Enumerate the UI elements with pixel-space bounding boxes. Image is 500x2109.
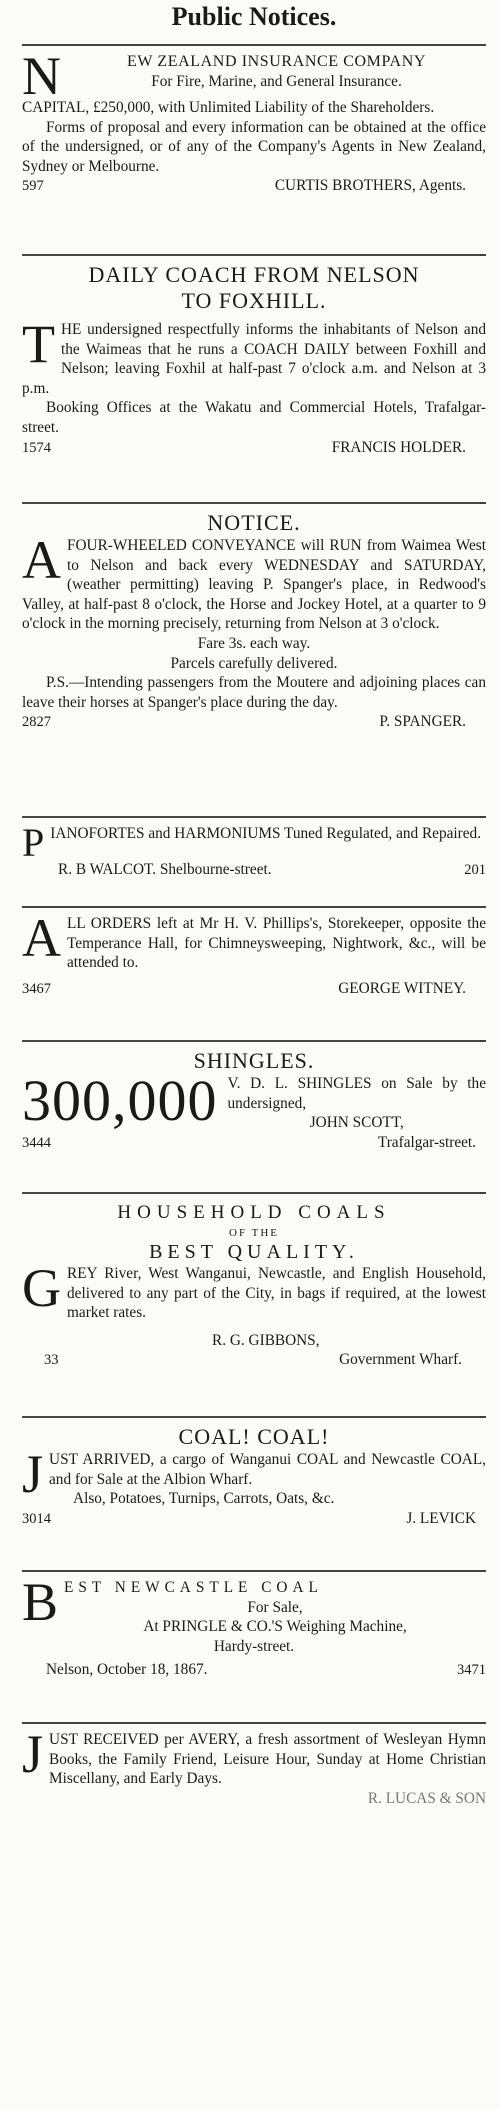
- ad-name: R. G. GIBBONS,: [212, 1331, 320, 1349]
- ad-place: Government Wharf.: [339, 1351, 462, 1369]
- dropcap: J: [22, 1724, 44, 1784]
- dropcap: J: [22, 1444, 44, 1504]
- ad-parcels: Parcels carefully delivered.: [170, 654, 338, 672]
- ad-title: TO FOXHILL.: [181, 288, 327, 313]
- ad-body: HE undersigned respectfully informs the inhabitants of Nelson and the Waimeas that he runs a COACH DAILY between Foxhill and Nelson; leaving Foxhil at half-past 7 o'clock a.m. and Nelson at 3 p.m.: [22, 321, 486, 397]
- dropcap: P: [22, 820, 45, 865]
- ad-title: SHINGLES.: [193, 1048, 315, 1073]
- ad-number: 2827: [22, 714, 51, 731]
- ad-avery-books: [22, 1724, 486, 1856]
- ad-line: For Sale,: [247, 1598, 303, 1616]
- ad-footer: [22, 1660, 486, 1681]
- ad-street: Trafalgar-street.: [377, 1133, 476, 1151]
- ad-footer: [22, 1509, 486, 1530]
- ad-signature: R. LUCAS & SON: [367, 1789, 486, 1807]
- ad-title: HOUSEHOLD COALS: [117, 1202, 391, 1223]
- ad-number: 33: [44, 1352, 59, 1369]
- dropcap: A: [22, 530, 61, 590]
- dropcap: A: [22, 908, 61, 968]
- ad-number: 597: [22, 178, 44, 195]
- ad-subtitle: OF THE: [229, 1227, 279, 1239]
- ad-body: IANOFORTES and HARMONIUMS Tuned Regulated, and Repaired.: [50, 825, 482, 842]
- ad-chimneysweeping: [22, 908, 486, 1040]
- ad-coal-coal: [22, 1418, 486, 1570]
- big-number: 300,000: [22, 1068, 218, 1133]
- dropcap: B: [22, 1572, 59, 1632]
- ad-line: Hardy-street.: [213, 1637, 295, 1655]
- ad-pianofortes: [22, 818, 486, 906]
- ad-fare: Fare 3s. each way.: [197, 634, 311, 652]
- ad-body: Booking Offices at the Wakatu and Commercial Hotels, Trafalgar-street.: [22, 399, 486, 436]
- ad-footer: [22, 176, 486, 197]
- ad-signature: FRANCIS HOLDER.: [331, 438, 466, 456]
- page-title: Public Notices.: [171, 2, 337, 31]
- ad-body: FOUR-WHEELED CONVEYANCE will RUN from Waimea West to Nelson and back every WEDNESDAY and SATURDAY, (weather permitting) leaving P. Spanger's place, in Redwood's Valley, at half-past 8 o'clock, the Horse and Jockey Hotel, at a quarter to 9 o'clock in the morning precisely, returning from Nelson at 3 o'clock.: [22, 537, 486, 633]
- ad-line: At PRINGLE & CO.'S Weighing Machine,: [143, 1618, 407, 1636]
- ad-signature: CURTIS BROTHERS, Agents.: [274, 177, 466, 195]
- ad-body: UST ARRIVED, a cargo of Wanganui COAL and Newcastle COAL, and for Sale at the Albion Wharf.: [49, 1451, 486, 1488]
- ad-number: 3014: [22, 1510, 51, 1527]
- ad-title: BEST QUALITY.: [149, 1241, 359, 1263]
- ad-signature: P. SPANGER.: [379, 713, 466, 731]
- dropcap: N: [22, 46, 61, 106]
- ad-body: UST RECEIVED per AVERY, a fresh assortment of Wesleyan Hymn Books, the Family Friend, Leisure Hour, Sunday at Home Christian Miscellany, and Early Days.: [49, 1731, 486, 1788]
- ad-name: JOHN SCOTT,: [309, 1114, 404, 1132]
- ad-notice: [22, 504, 486, 816]
- ad-footer: [22, 860, 486, 881]
- ad-capital: CAPITAL, £250,000, with Unlimited Liability of the Shareholders.: [22, 99, 435, 116]
- ad-number: 201: [464, 862, 486, 878]
- ad-number: 3444: [22, 1134, 51, 1151]
- ad-also: Also, Potatoes, Turnips, Carrots, Oats, &c.: [73, 1490, 335, 1508]
- dropcap: T: [22, 314, 55, 374]
- dropcap: G: [22, 1258, 61, 1318]
- ad-signature: GEORGE WITNEY.: [338, 979, 466, 997]
- ad-nz-insurance: [22, 46, 486, 254]
- ad-footer: [22, 1133, 486, 1154]
- ad-title: COAL! COAL!: [178, 1424, 330, 1449]
- ad-signature: J. LEVICK: [406, 1509, 476, 1527]
- ad-daily-coach: [22, 256, 486, 502]
- ad-body: Forms of proposal and every information can be obtained at the office of the undersigned, or of any of the Company's Agents in New Zealand, Sydney or Melbourne.: [22, 118, 486, 175]
- ad-body: V. D. L. SHINGLES on Sale by the undersigned,: [227, 1075, 486, 1112]
- ad-subheading: For Fire, Marine, and General Insurance.: [151, 72, 402, 90]
- ad-postscript: P.S.—Intending passengers from the Moutere and adjoining places can leave their horses at Spanger's place during the day.: [22, 674, 486, 711]
- ad-title: DAILY COACH FROM NELSON: [88, 262, 420, 287]
- ad-number: 3467: [22, 980, 51, 997]
- ad-number: 3471: [457, 1662, 486, 1679]
- ad-footer: [22, 712, 486, 733]
- ad-footer: [22, 1350, 486, 1371]
- ad-household-coals: [22, 1194, 486, 1416]
- ad-footer: [22, 979, 486, 1000]
- ad-date: Nelson, October 18, 1867.: [46, 1661, 208, 1679]
- ad-heading: EST NEWCASTLE COAL: [64, 1579, 323, 1596]
- ad-body: REY River, West Wanganui, Newcastle, and English Household, delivered to any part of the City, in bags if required, at the lowest market rates.: [67, 1265, 486, 1322]
- ad-body: LL ORDERS left at Mr H. V. Phillips's, Storekeeper, opposite the Temperance Hall, for Chimneysweeping, Nightwork, &c., will be attended to.: [67, 915, 486, 972]
- ad-signature: R. B WALCOT. Shelbourne-street.: [58, 861, 272, 878]
- ad-number: 1574: [22, 439, 51, 456]
- ad-footer: [22, 438, 486, 459]
- ad-title: NOTICE.: [207, 510, 301, 535]
- ad-heading: EW ZEALAND INSURANCE COMPANY: [126, 53, 427, 70]
- ad-newcastle-coal: [22, 1572, 486, 1722]
- ad-shingles: [22, 1042, 486, 1192]
